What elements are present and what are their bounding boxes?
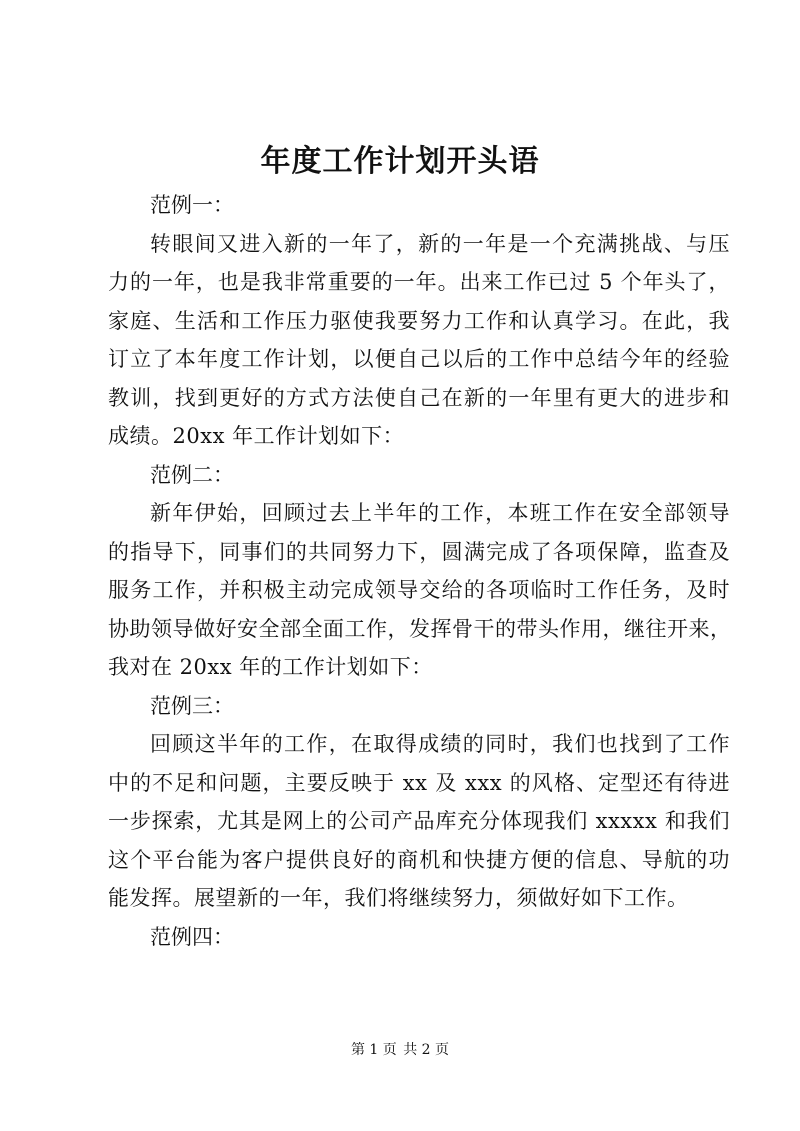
page-total: 共 2 页 xyxy=(403,1042,450,1058)
paragraph-line: 能发挥。展望新的一年，我们将继续努力，须做好如下工作。 xyxy=(108,886,689,910)
paragraph-line: 我对在 20xx 年的工作计划如下： xyxy=(108,655,433,679)
section-heading: 范例三： xyxy=(150,693,234,718)
paragraph-line: 家庭、生活和工作压力驱使我要努力工作和认真学习。在此，我 xyxy=(108,308,730,333)
section-heading: 范例二： xyxy=(150,462,234,487)
paragraph-line: 力的一年，也是我非常重要的一年。出来工作已过 5 个年头了， xyxy=(108,270,730,294)
page-number: 第 1 页 xyxy=(350,1042,397,1058)
paragraph-line: 中的不足和问题，主要反映于 xx 及 xxx 的风格、定型还有待进 xyxy=(108,770,730,795)
section-heading: 范例四： xyxy=(150,924,234,949)
paragraph-line: 回顾这半年的工作，在取得成绩的同时，我们也找到了工作 xyxy=(150,732,730,756)
paragraph-line: 新年伊始，回顾过去上半年的工作，本班工作在安全部领导 xyxy=(150,501,730,525)
paragraph-line: 一步探索，尤其是网上的公司产品库充分体现我们 xxxxx 和我们 xyxy=(108,809,730,833)
paragraph-line: 服务工作，并积极主动完成领导交给的各项临时工作任务，及时 xyxy=(108,578,730,602)
section-example-1 xyxy=(108,186,730,456)
section-heading: 范例一： xyxy=(150,193,234,217)
section-example-4 xyxy=(108,918,730,957)
paragraph-line: 教训，找到更好的方式方法使自己在新的一年里有更大的进步和 xyxy=(108,385,730,410)
paragraph-line: 成绩。20xx 年工作计划如下： xyxy=(108,424,405,448)
paragraph-line: 订立了本年度工作计划，以便自己以后的工作中总结今年的经验 xyxy=(108,347,730,371)
section-example-3 xyxy=(108,687,730,918)
section-example-2 xyxy=(108,456,730,687)
document-title: 年度工作计划开头语 xyxy=(260,144,540,179)
paragraph-line: 这个平台能为客户提供良好的商机和快捷方便的信息、导航的功 xyxy=(108,847,730,872)
paragraph-line: 协助领导做好安全部全面工作，发挥骨干的带头作用，继往开来， xyxy=(108,616,732,641)
paragraph-line: 转眼间又进入新的一年了，新的一年是一个充满挑战、与压 xyxy=(150,231,730,256)
paragraph-line: 的指导下，同事们的共同努力下，圆满完成了各项保障，监查及 xyxy=(108,539,730,564)
page-footer xyxy=(0,1040,800,1060)
document-body xyxy=(108,186,730,956)
